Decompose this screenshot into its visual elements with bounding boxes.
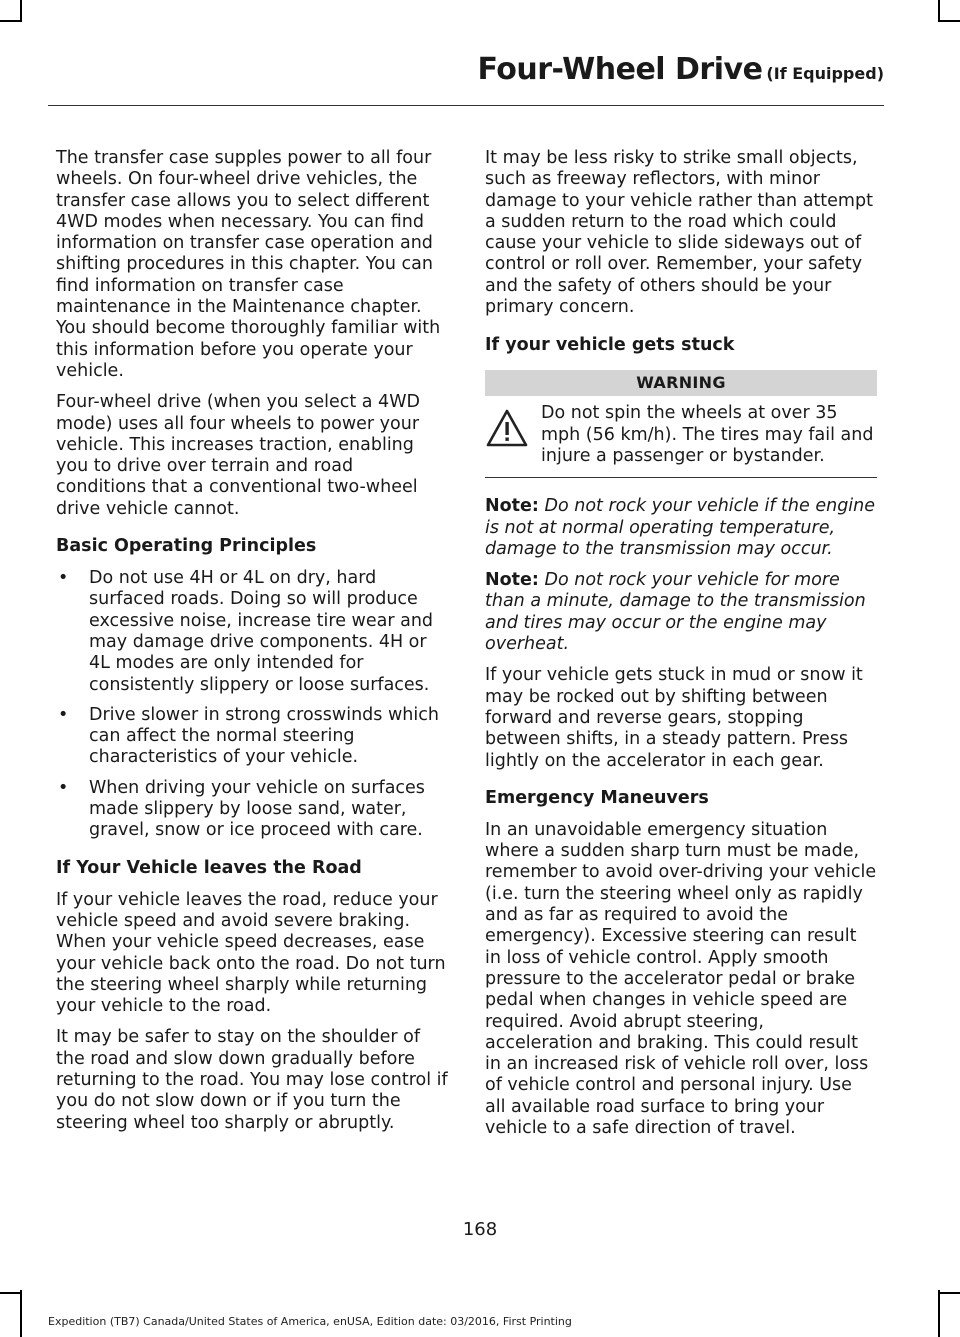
paragraph-small-objects: It may be less risky to strike small objects, such as freeway reflectors, with minor damage to your vehicle rather than attempt a sudden return to the road which could cause your vehicle to slide sideways out of control or roll over. Remember, your safety and the safety of others should be your primary concern. (485, 148, 873, 318)
chapter-title: Four-Wheel Drive (477, 52, 763, 87)
note-label: Note: (485, 496, 539, 517)
paragraph-four-wheel-drive: Four-wheel drive (when you select a 4WD mode) uses all four wheels to power your vehicle. This increases traction, enabling you to drive over terrain and road conditions that a conventional two-wheel drive vehicle cannot. (56, 392, 420, 519)
heading-emergency-maneuvers: Emergency Maneuvers (485, 787, 709, 808)
note-rock-duration: Note: Do not rock your vehicle for more than a minute, damage to the transmission and tires may occur or the engine may overheat. (485, 570, 866, 655)
warning-header: WARNING (485, 370, 877, 396)
heading-basic-operating-principles: Basic Operating Principles (56, 536, 317, 557)
chapter-subtitle: (If Equipped) (766, 64, 884, 83)
page-header (478, 52, 884, 87)
paragraph-stuck-mud-snow: If your vehicle gets stuck in mud or snow it may be rocked out by shifting between forward and reverse gears, stopping between shifts, in a steady pattern. Press lightly on the accelerator in each gear. (485, 665, 863, 771)
paragraph-shoulder: It may be safer to stay on the shoulder of the road and slow down gradually before returning to the road. You may lose control if you do not slow down or if you turn the steering wheel too sharply or abruptly. (56, 1027, 448, 1133)
bullet: • (58, 777, 69, 798)
list-item: • Drive slower in strong crosswinds which can affect the normal steering characteristics of your vehicle. (58, 704, 439, 768)
note-operating-temperature: Note: Do not rock your vehicle if the engine is not at normal operating temperature, damage to the transmission may occur. (485, 496, 876, 559)
crop-mark-top-right-h (938, 20, 960, 22)
crop-mark-bottom-right (938, 1290, 940, 1337)
note-label: Note: (485, 570, 539, 591)
warning-triangle-icon (485, 408, 529, 448)
paragraph-transfer-case: The transfer case supples power to all four wheels. On four-wheel drive vehicles, the transfer case allows you to select different 4WD modes when necessary. You can find information on transfer case operation and shifting procedures in this chapter. You can find information on transfer case maintenance in the Maintenance chapter. You should become thoroughly familiar with this information before you operate your vehicle. (56, 148, 441, 381)
warning-box (485, 396, 877, 478)
right-column (485, 148, 877, 1149)
crop-mark-bottom-left-h (0, 1292, 22, 1294)
crop-mark-top-left-h (0, 20, 22, 22)
list-item: • When driving your vehicle on surfaces made slippery by loose sand, water, gravel, snow or ice proceed with care. (58, 777, 425, 841)
list-item: • Do not use 4H or 4L on dry, hard surfaced roads. Doing so will produce excessive noise, increase tire wear and may damage drive components. 4H or 4L modes are only intended for consistently slippery or loose surfaces. (58, 568, 434, 695)
crop-mark-bottom-left (20, 1290, 22, 1337)
paragraph-emergency: In an unavoidable emergency situation where a sudden sharp turn must be made, remember to avoid over-driving your vehicle (i.e. turn the steering wheel only as rapidly and as far as required to avoid the emergency). Excessive steering can result in loss of vehicle control. Apply smooth pressure to the accelerator pedal or brake pedal when changes in vehicle speed are required. Avoid abrupt steering, acceleration and braking. This could result in an increased risk of vehicle roll over, loss of vehicle control and personal injury. Use all available road surface to bring your vehicle to a safe direction of travel. (485, 819, 877, 1138)
bullet: • (58, 704, 69, 725)
heading-vehicle-stuck: If your vehicle gets stuck (485, 335, 735, 356)
crop-mark-top-right (938, 0, 940, 22)
bullet: • (58, 568, 69, 589)
crop-mark-bottom-right-h (938, 1292, 960, 1294)
header-rule (48, 105, 884, 106)
warning-text: Do not spin the wheels at over 35 mph (56 km/h). The tires may fail and injure a passenger or bystander. (541, 403, 874, 466)
left-column (56, 148, 448, 1144)
crop-mark-top-left (20, 0, 22, 22)
page-number: 168 (462, 1219, 498, 1240)
principles-list (56, 568, 448, 842)
footer-edition: Expedition (TB7) Canada/United States of America, enUSA, Edition date: 03/2016, First Printing (48, 1315, 572, 1328)
heading-vehicle-leaves-road: If Your Vehicle leaves the Road (56, 857, 362, 878)
paragraph-leaves-road: If your vehicle leaves the road, reduce your vehicle speed and avoid severe braking. When your vehicle speed decreases, ease your vehicle back onto the road. Do not turn the steering wheel sharply while returning your vehicle to the road. (56, 889, 446, 1017)
